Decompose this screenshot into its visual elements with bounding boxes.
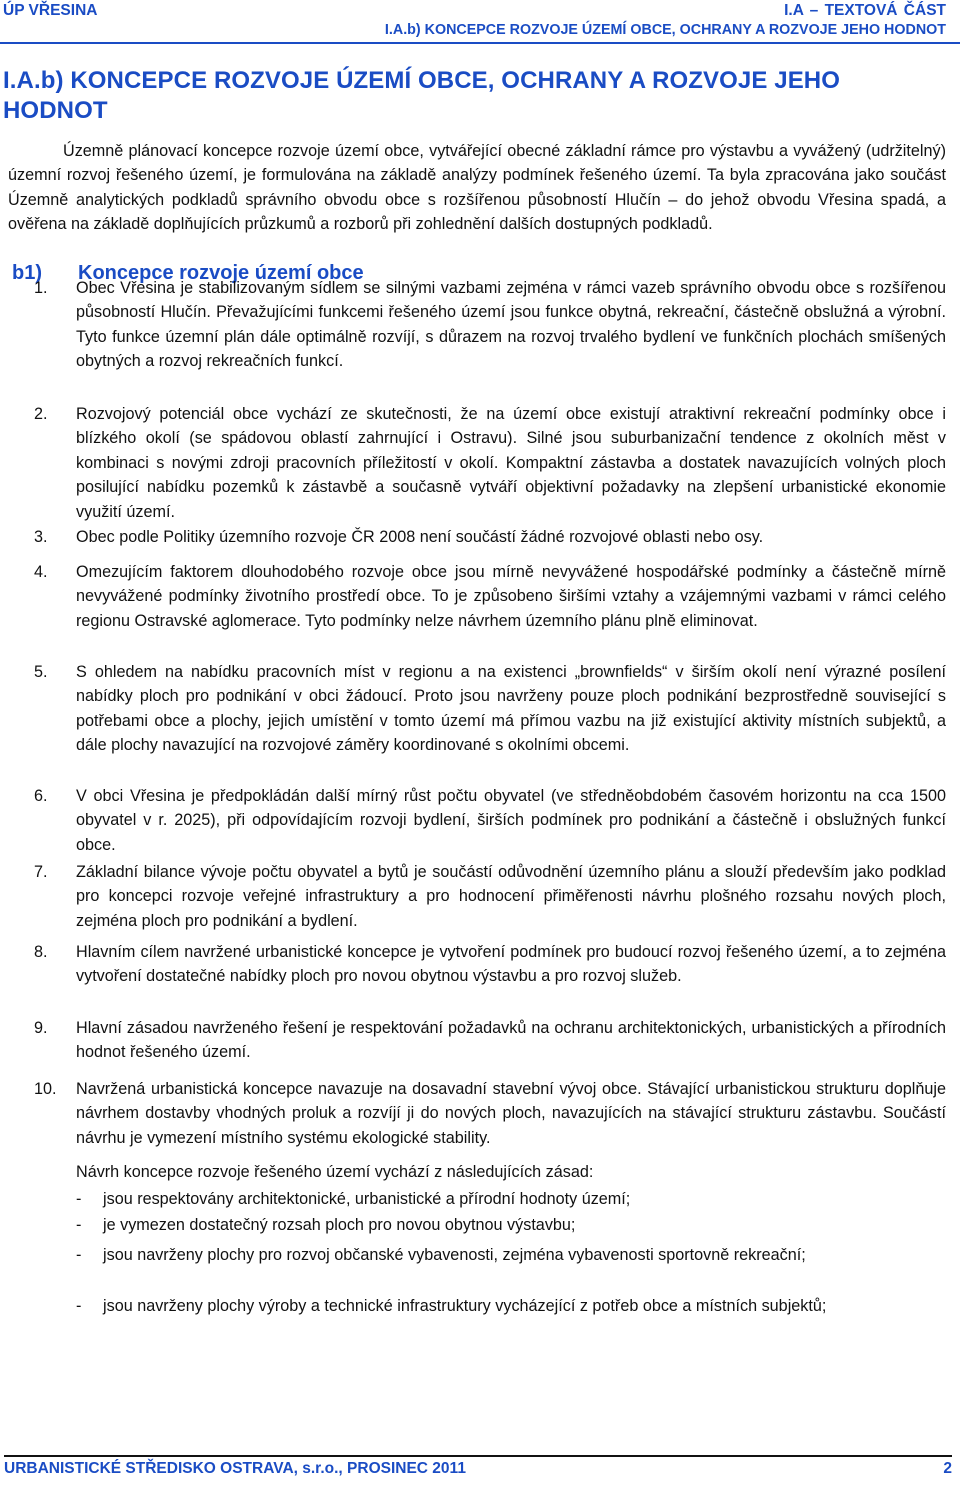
dash-bullet: - <box>76 1297 82 1315</box>
header-part: I.A – TEXTOVÁ ČÁST <box>784 2 946 19</box>
list-item-number: 10. <box>34 1080 57 1098</box>
list-item-number: 4. <box>34 563 48 581</box>
section-title: Koncepce rozvoje území obce <box>78 262 364 284</box>
dash-bullet: - <box>76 1190 82 1208</box>
list-item-number: 1. <box>34 279 48 297</box>
list-item-text: Hlavní zásadou navrženého řešení je respektování požadavků na ochranu architektonických, urbanistických a přírodních hodnot řešeného území. <box>76 1019 946 1062</box>
list-item-number: 5. <box>34 663 48 681</box>
list-item-text: V obci Vřesina je předpokládán další mírný růst počtu obyvatel (ve středněobdobém časovém horizontu na cca 1500 obyvatel v r. 2025), při odpovídajícím rozvoji bydlení, širších podmínek pro podnikání a částečně i obslužných funkcí obce. <box>76 787 946 854</box>
list-item-text: S ohledem na nabídku pracovních míst v regionu a na existenci „brownfields“ v širším okolí není výrazné posílení nabídky ploch pro podnikání v obci žádoucí. Proto jsou navrženy pouze ploch podnikání bezprostředně související s potřebami obce a plochy, jejich umístění v tomto území má přímou vazbu na již existující aktivity místních subjektů, a dále plochy navazující na rozvojové záměry koordinované s okolními obcemi. <box>76 663 946 755</box>
list-item-number: 6. <box>34 787 48 805</box>
dash-bullet: - <box>76 1216 82 1234</box>
header-divider <box>0 42 960 44</box>
chapter-title: I.A.b) KONCEPCE ROZVOJE ÚZEMÍ OBCE, OCHRANY A ROZVOJE JEHO HODNOT <box>3 67 841 124</box>
list-item-number: 8. <box>34 943 48 961</box>
principle-text: jsou navrženy plochy pro rozvoj občanské vybavenosti, zejména vybavenosti sportovně rekreační; <box>103 1246 806 1264</box>
principle-text: je vymezen dostatečný rozsah ploch pro novou obytnou výstavbu; <box>103 1216 576 1234</box>
section-number: b1) <box>12 262 42 284</box>
list-item-text: Základní bilance vývoje počtu obyvatel a bytů je součástí odůvodnění územního plánu a slouží především jako podklad pro koncepci rozvoje veřejné infrastruktury a pro hodnocení přiměřenosti návrhu plošného rozsahu nových ploch, zejména ploch pro podnikání a bydlení. <box>76 863 946 930</box>
list-item-text: Omezujícím faktorem dlouhodobého rozvoje obce jsou mírně nevyvážené hospodářské podmínky a částečně mírně nevyvážené podmínky životního prostředí obce. To je způsobeno širšími vztahy a vzájemnými vazbami v rámci celého regionu Ostravské aglomerace. Tyto podmínky nelze návrhem územního plánu plně eliminovat. <box>76 563 946 630</box>
dash-bullet: - <box>76 1246 82 1264</box>
footer-divider <box>4 1455 952 1457</box>
principles-intro: Návrh koncepce rozvoje řešeného území vychází z následujících zásad: <box>76 1163 594 1181</box>
list-item-text: Navržená urbanistická koncepce navazuje na dosavadní stavební vývoj obce. Stávající urbanistickou strukturu doplňuje návrhem dostavby vhodných proluk a rozvíjí ji do nových ploch, navazujících na stávající strukturu zástavbu. Součástí návrhu je vymezení místního systému ekologické stability. <box>76 1080 946 1147</box>
footer-company: URBANISTICKÉ STŘEDISKO OSTRAVA, s.r.o., PROSINEC 2011 <box>4 1460 466 1477</box>
list-item-number: 7. <box>34 863 48 881</box>
page-number: 2 <box>943 1460 952 1477</box>
intro-paragraph: Územně plánovací koncepce rozvoje území obce, vytvářející obecné základní rámce pro výstavbu a vyvážený (udržitelný) územní rozvoj řešeného území, je formulována na základě analýzy podmínek řešeného území. Ta byla zpracována jako součást Územně analytických podkladů správního obvodu obce s rozšířenou působností Hlučín – do jehož obvodu Vřesina spadá, a ověřena na základě doplňujících průzkumů a rozborů při zohlednění dalších dostupných podkladů. <box>8 142 946 234</box>
header-chapter: I.A.b) KONCEPCE ROZVOJE ÚZEMÍ OBCE, OCHRANY A ROZVOJE JEHO HODNOT <box>384 22 946 38</box>
list-item-number: 9. <box>34 1019 48 1037</box>
header-left: ÚP VŘESINA <box>3 2 98 19</box>
principle-text: jsou navrženy plochy výroby a technické infrastruktury vycházející z potřeb obce a místních subjektů; <box>103 1297 827 1315</box>
list-item-text: Obec podle Politiky územního rozvoje ČR 2008 není součástí žádné rozvojové oblasti nebo osy. <box>76 528 764 546</box>
list-item-number: 2. <box>34 405 48 423</box>
list-item-text: Obec Vřesina je stabilizovaným sídlem se silnými vazbami zejména v rámci vazeb správního obvodu obce s rozšířenou působností Hlučín. Převažujícími funkcemi řešeného území jsou funkce obytná, rekreační, částečně obslužná a výrobní. Tyto funkce územní plán dále optimálně rozvíjí, s důrazem na rozvoj trvalého bydlení ve funkčních plochách smíšených obytných a rozvoj rekreačních funkcí. <box>76 279 946 371</box>
list-item-text: Rozvojový potenciál obce vychází ze skutečnosti, že na území obce existují atraktivní rekreační podmínky obce i blízkého okolí (se spádovou oblastí zahrnující i Ostravu). Silné jsou suburbanizační tendence z okolních měst v kombinaci s novými zdroji pracovních příležitostí v okolí. Kompaktní zástavba a dostatek navazujících volných ploch posilující nabídku pozemků k zástavbě a současně vytváří objektivní požadavky na zlepšení urbanistické ekonomie využití území. <box>76 405 946 521</box>
principle-text: jsou respektovány architektonické, urbanistické a přírodní hodnoty území; <box>103 1190 631 1208</box>
list-item-number: 3. <box>34 528 48 546</box>
list-item-text: Hlavním cílem navržené urbanistické koncepce je vytvoření podmínek pro budoucí rozvoj řešeného území, a to zejména vytvoření dostatečné nabídky ploch pro novou obytnou výstavbu a pro rozvoj služeb. <box>76 943 946 986</box>
